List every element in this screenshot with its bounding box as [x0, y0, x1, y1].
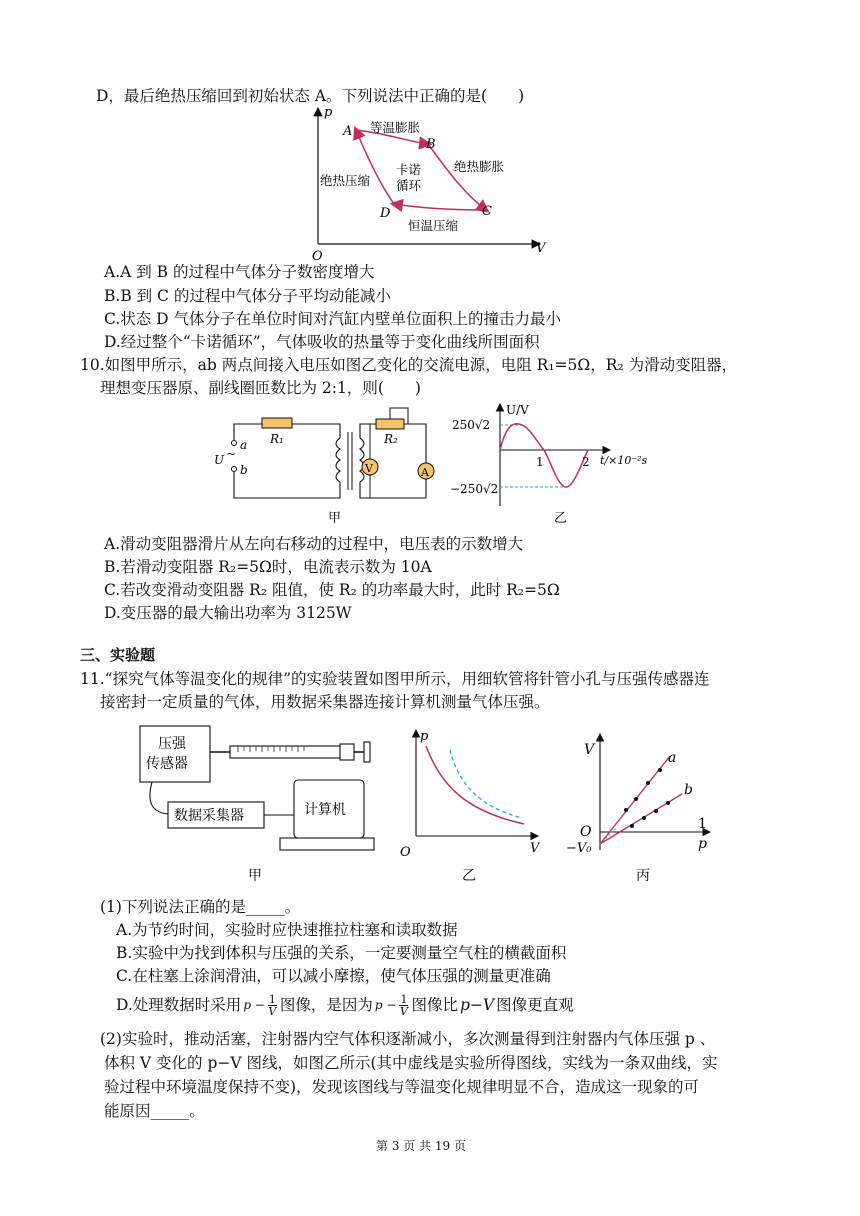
opt-d-part1: D.处理数据时采用 — [116, 996, 242, 1014]
r2-label: R₂ — [384, 432, 398, 446]
line-b-label: b — [684, 782, 693, 798]
fraction-1-den: V — [268, 1004, 277, 1018]
v-inverse-p-graph-figure — [560, 728, 720, 888]
experimental-dashed — [450, 750, 522, 818]
voltage-sine-curve — [500, 424, 588, 487]
q10-option-b: B.若滑动变阻器 R₂=5Ω时，电流表示数为 10A — [104, 558, 432, 576]
point-b: B — [426, 137, 436, 152]
section-heading: 三、实验题 — [80, 646, 156, 664]
caption-yi: 乙 — [554, 511, 568, 526]
caption-jia: 甲 — [328, 511, 342, 526]
q11-sub2-line1: (2)实验时，推动活塞，注射器内空气体积逐渐减小，多次测量得到注射器内气体压强 p 、 — [100, 1030, 716, 1048]
point-c: C — [482, 204, 492, 219]
q10-option-c: C.若改变滑动变阻器 R₂ 阻值，使 R₂ 的功率最大时，此时 R₂=5Ω — [104, 581, 560, 599]
source-u-label: U — [214, 453, 225, 467]
caption-yi-2: 乙 — [462, 868, 476, 884]
q11-sub1-option-a: A.为节约时间，实验时应快速推拉柱塞和读取数据 — [116, 921, 458, 939]
yi-axis-v: V — [530, 841, 540, 856]
graph-ylabel: U/V — [506, 403, 529, 417]
label-carnot-1: 卡诺 — [396, 162, 422, 177]
sensor-label-2: 传感器 — [146, 756, 188, 772]
voltmeter-label: V — [365, 462, 373, 475]
r1-label: R₁ — [270, 432, 284, 446]
syringe — [230, 746, 340, 758]
q11-sub2-line3: 验过程中环境温度保持不变)，发现该图线与等温变化规律明显不合，造成这一现象的可 — [104, 1078, 700, 1096]
terminal-b-label: b — [240, 463, 248, 477]
q9-option-b: B.B 到 C 的过程中气体分子平均动能减小 — [104, 287, 391, 305]
fraction-2-num: 1 — [400, 992, 408, 1006]
q11-sub1: (1)下列说法正确的是_____。 — [100, 898, 301, 916]
label-carnot-2: 循环 — [396, 178, 422, 193]
graph-ymin: −250√2 — [450, 482, 499, 496]
point-b-4 — [666, 801, 670, 805]
bing-axis-v: V — [584, 742, 595, 758]
opt-d-pv: p−V — [459, 996, 495, 1014]
curve-da — [356, 130, 394, 204]
graph-tick-1: 1 — [536, 455, 544, 469]
point-a-3 — [646, 781, 650, 785]
x-frac-num: 1 — [698, 816, 707, 832]
axis-p-label: p — [324, 105, 333, 120]
opt-d-part2: 图像，是因为 — [279, 996, 373, 1014]
point-b-1 — [630, 824, 634, 828]
q10-option-a: A.滑动变阻器滑片从左向右移动的过程中，电压表的示数增大 — [104, 535, 524, 553]
pressure-sensor-box — [140, 726, 210, 782]
point-a: A — [343, 124, 353, 139]
fraction-1 — [268, 994, 277, 1017]
primary-coil — [336, 438, 340, 482]
frac-prefix-1: p − — [243, 998, 265, 1012]
q9-option-d: D.经过整个“卡诺循环”，气体吸收的热量等于变化曲线所围面积 — [104, 333, 540, 351]
point-a-1 — [624, 808, 628, 812]
label-isothermal-compression: 恒温压缩 — [408, 218, 459, 233]
label-adiabatic-compression: 绝热压缩 — [320, 173, 371, 188]
fraction-1-num: 1 — [268, 992, 276, 1006]
q10-stem-2: 理想变压器原、副线圈匝数比为 2:1，则( ) — [100, 379, 421, 397]
graph-xlabel: t/×10⁻²s — [600, 454, 648, 467]
q11-sub1-option-c: C.在柱塞上涂润滑油，可以减小摩擦，使气体压强的测量更准确 — [116, 967, 551, 985]
fraction-2 — [399, 994, 408, 1017]
graph-tick-2: 2 — [582, 455, 590, 469]
yi-origin: O — [400, 845, 411, 860]
pv-graph-figure — [396, 726, 546, 886]
hyperbola-solid — [426, 746, 524, 824]
terminal-b — [232, 467, 237, 472]
terminal-a — [232, 441, 237, 446]
point-a-2 — [634, 797, 638, 801]
line-b — [600, 794, 682, 844]
label-adiabatic-expansion: 绝热膨胀 — [454, 159, 505, 174]
bing-origin: O — [580, 824, 592, 840]
graph-ymax: 250√2 — [452, 418, 491, 432]
opt-d-part5: 图像更直观 — [496, 996, 574, 1014]
terminal-a-label: a — [240, 438, 248, 452]
collector-label: 数据采集器 — [174, 808, 244, 824]
q11-sub1-option-d — [116, 992, 574, 1018]
computer-label: 计算机 — [304, 802, 346, 818]
carnot-cycle-figure — [300, 104, 560, 264]
q10-option-d: D.变压器的最大输出功率为 3125W — [104, 604, 352, 622]
x-frac-den: p — [698, 836, 707, 852]
caption-jia-2: 甲 — [248, 868, 262, 884]
frac-prefix-2: p − — [374, 998, 397, 1012]
q9-option-c: C.状态 D 气体分子在单位时间对汽缸内壁单位面积上的撞击力最小 — [104, 310, 562, 328]
resistor-r1 — [262, 418, 292, 428]
resistor-r2 — [376, 419, 404, 429]
point-d: D — [380, 206, 391, 221]
origin-label: O — [312, 249, 323, 264]
bing-v0: −V₀ — [566, 841, 592, 856]
q10-stem-1: 10.如图甲所示，ab 两点间接入电压如图乙变化的交流电源，电阻 R₁=5Ω，R₂ 为滑动变阻器， — [80, 356, 738, 374]
curve-cd — [394, 204, 486, 210]
q11-sub1-option-b: B.实验中为找到体积与压强的关系，一定要测量空气柱的横截面积 — [116, 944, 567, 962]
sensor-label-1: 压强 — [158, 736, 186, 752]
label-isothermal-expansion: 等温膨胀 — [370, 120, 421, 135]
point-a-4 — [658, 768, 662, 772]
axis-v-label: V — [536, 241, 546, 256]
q11-stem-2: 接密封一定质量的气体，用数据采集器连接计算机测量气体压强。 — [100, 693, 550, 711]
ammeter-label: A — [421, 466, 429, 479]
fraction-2-den: V — [399, 1004, 408, 1018]
q11-stem-1: 11.“探究气体等温变化的规律”的实验装置如图甲所示，用细软管将针管小孔与压强传感器连 — [80, 670, 710, 688]
apparatus-figure — [138, 722, 378, 887]
transformer-circuit-figure — [210, 402, 440, 527]
yi-axis-p: p — [420, 729, 429, 744]
line-a-label: a — [668, 750, 677, 766]
plunger — [364, 742, 370, 762]
curve-bc — [428, 144, 486, 210]
source-ac-symbol: ~ — [226, 447, 237, 461]
secondary-coil — [360, 438, 364, 482]
caption-bing: 丙 — [636, 868, 650, 884]
q11-sub2-line2: 体积 V 变化的 p−V 图线，如图乙所示(其中虚线是实验所得图线，实线为一条双曲线，实 — [104, 1054, 718, 1072]
point-b-3 — [654, 809, 658, 813]
opt-d-part3: 图像比 — [411, 996, 458, 1014]
voltage-graph-figure — [450, 402, 650, 527]
q9-stem-tail: D，最后绝热压缩回到初始状态 A。下列说法中正确的是( ) — [96, 87, 525, 105]
q11-sub2-line4: 能原因_____。 — [104, 1102, 205, 1120]
q9-option-a: A.A 到 B 的过程中气体分子数密度增大 — [104, 263, 375, 281]
page-footer: 第 3 页 共 19 页 — [376, 1139, 466, 1153]
point-b-2 — [642, 816, 646, 820]
